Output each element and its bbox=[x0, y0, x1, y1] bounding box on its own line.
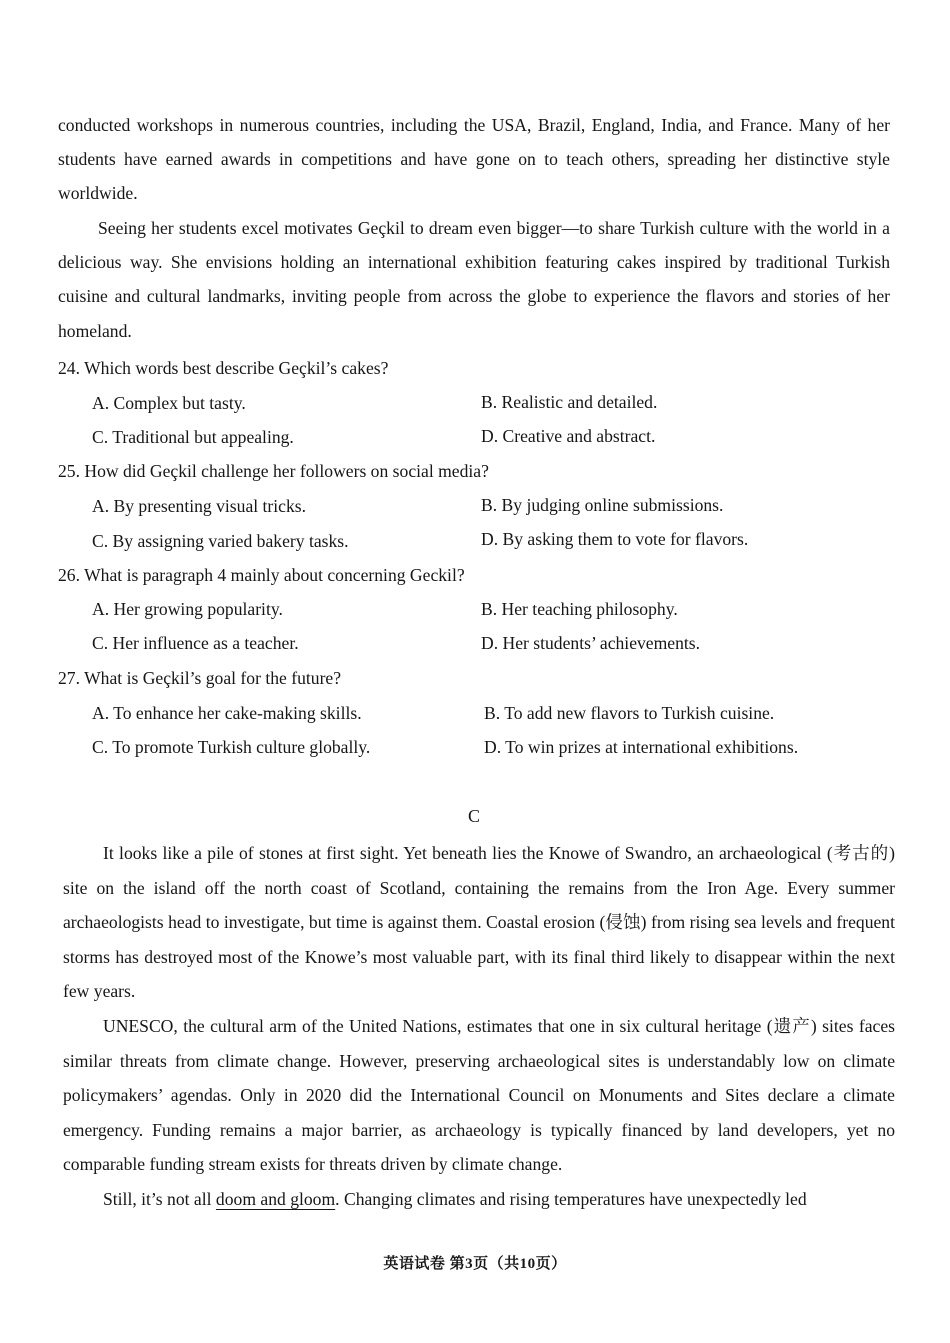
question-24-option-c: C. Traditional but appealing. bbox=[92, 427, 294, 447]
question-27-option-a: A. To enhance her cake-making skills. bbox=[92, 703, 362, 723]
question-24-stem: 24. Which words best describe Geçkil’s cakes? bbox=[58, 358, 389, 378]
question-26-option-a: A. Her growing popularity. bbox=[92, 599, 283, 619]
question-27-stem: 27. What is Geçkil’s goal for the future? bbox=[58, 668, 342, 688]
question-25-stem: 25. How did Geçkil challenge her followers on social media? bbox=[58, 461, 489, 481]
question-26-option-b: B. Her teaching philosophy. bbox=[481, 599, 678, 619]
passage-c-paragraph-2: UNESCO, the cultural arm of the United Nations, estimates that one in six cultural heritage (遗产) sites faces similar threats from climate change. However, preserving archaeological sites is understandably low on climate policymakers’ agendas. Only in 2020 did the International Council on Monuments and Sites declare a climate emergency. Funding remains a major barrier, as archaeology is typically financed by land developers, yet no comparable funding stream exists for threats driven by climate change. bbox=[63, 1016, 895, 1175]
paragraph-3-end: . Changing climates and rising temperatures have unexpectedly led bbox=[335, 1189, 807, 1209]
passage-c-paragraph-3 bbox=[63, 1182, 895, 1217]
question-27-option-c: C. To promote Turkish culture globally. bbox=[92, 737, 371, 757]
passage-c-paragraph-1: It looks like a pile of stones at first sight. Yet beneath lies the Knowe of Swandro, an archaeological (考古的) site on the island off the north coast of Scotland, containing the remains from the Iron Age. Every summer archaeologists head to investigate, but time is against them. Coastal erosion (侵蚀) from rising sea levels and frequent storms has destroyed most of the Knowe’s most valuable part, with its final third likely to disappear within the next few years. bbox=[63, 843, 895, 1002]
passage-c-heading: C bbox=[468, 806, 481, 826]
question-26-option-c: C. Her influence as a teacher. bbox=[92, 633, 299, 653]
question-24-option-d: D. Creative and abstract. bbox=[481, 426, 656, 446]
question-27-option-d: D. To win prizes at international exhibitions. bbox=[484, 737, 799, 757]
underlined-phrase: doom and gloom bbox=[215, 1189, 336, 1209]
question-27-option-b: B. To add new flavors to Turkish cuisine. bbox=[484, 703, 775, 723]
page-footer: 英语试卷 第3页（共10页） bbox=[383, 1256, 567, 1272]
passage-b-paragraph-5: Seeing her students excel motivates Geçkil to dream even bigger—to share Turkish culture with the world in a delicious way. She envisions holding an international exhibition featuring cakes inspired by traditional Turkish cuisine and cultural landmarks, inviting people from across the globe to experience the flavors and stories of her homeland. bbox=[58, 218, 890, 341]
question-25-option-c: C. By assigning varied bakery tasks. bbox=[92, 531, 349, 551]
question-25-option-a: A. By presenting visual tricks. bbox=[92, 496, 307, 516]
question-24-option-b: B. Realistic and detailed. bbox=[481, 392, 658, 412]
question-26-stem: 26. What is paragraph 4 mainly about concerning Geckil? bbox=[58, 565, 465, 585]
paragraph-3-start: Still, it’s not all bbox=[103, 1189, 216, 1209]
question-25-option-b: B. By judging online submissions. bbox=[481, 495, 724, 515]
passage-b-paragraph-end: conducted workshops in numerous countries, including the USA, Brazil, England, India, and France. Many of her students have earned awards in competitions and have gone on to teach others, spreading her distinctive style worldwide. bbox=[58, 115, 890, 204]
question-25-option-d: D. By asking them to vote for flavors. bbox=[481, 529, 749, 549]
question-26-option-d: D. Her students’ achievements. bbox=[481, 633, 701, 653]
question-24-option-a: A. Complex but tasty. bbox=[92, 393, 246, 413]
